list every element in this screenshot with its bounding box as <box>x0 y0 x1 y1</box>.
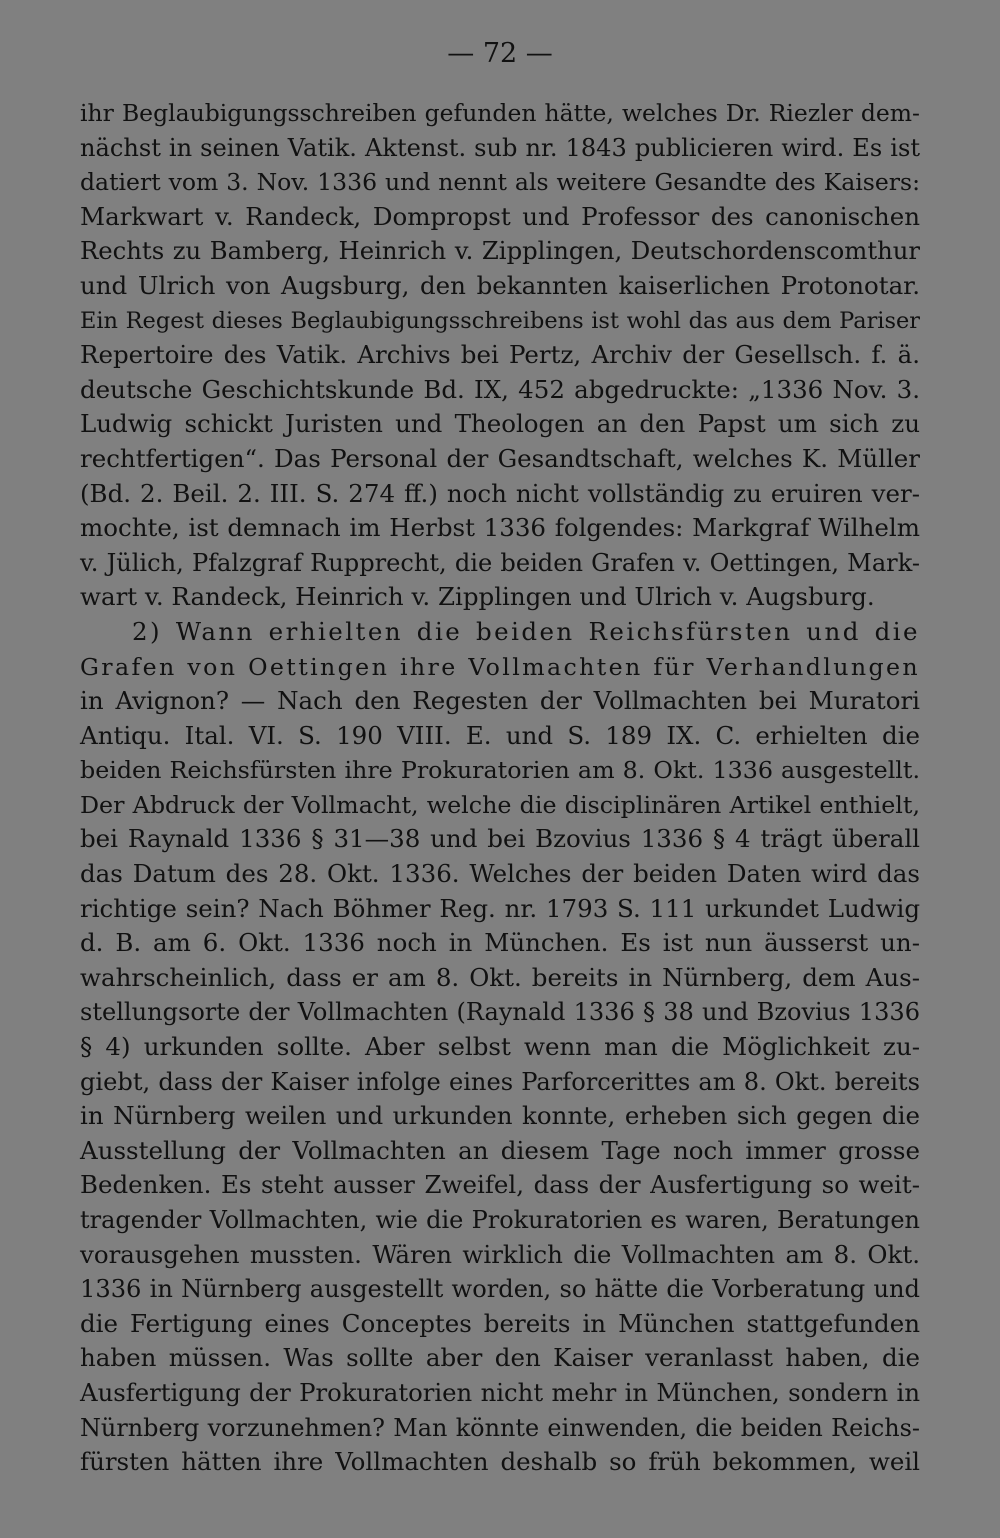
text-line: Antiqu. Ital. VI. S. 190 VIII. E. und S. 189 IX. C. erhielten die <box>80 720 920 750</box>
text-line: Ausfertigung der Prokuratorien nicht mehr in München, sondern in <box>80 1377 920 1407</box>
text-line: Markwart v. Randeck, Dompropst und Professor des canonischen <box>80 201 920 231</box>
text-line: fürsten hätten ihre Vollmachten deshalb so früh bekommen, weil <box>80 1447 920 1477</box>
text-line: Repertoire des Vatik. Archivs bei Pertz, Archiv der Gesellsch. f. ä. <box>80 340 920 370</box>
text-line: stellungsorte der Vollmachten (Raynald 1336 § 38 und Bzovius 1336 <box>80 998 920 1027</box>
body-text <box>80 96 920 1480</box>
text-line: deutsche Geschichtskunde Bd. IX, 452 abgedruckte: „1336 Nov. 3. <box>80 374 920 404</box>
text-line: § 4) urkunden sollte. Aber selbst wenn man die Möglichkeit zu- <box>80 1032 920 1062</box>
text-line: rechtfertigen“. Das Personal der Gesandtschaft, welches K. Müller <box>80 443 920 473</box>
page-number: — 72 — <box>447 38 553 69</box>
text-line: Ausstellung der Vollmachten an diesem Tage noch immer grosse <box>80 1135 920 1165</box>
text-line: nächst in seinen Vatik. Aktenst. sub nr. 1843 publicieren wird. Es ist <box>80 133 920 162</box>
text-line: mochte, ist demnach im Herbst 1336 folgendes: Markgraf Wilhelm <box>80 513 920 543</box>
text-line: Ludwig schickt Juristen und Theologen an den Papst um sich zu <box>80 409 920 439</box>
text-line: beiden Reichsfürsten ihre Prokuratorien am 8. Okt. 1336 ausgestellt. <box>80 756 920 785</box>
text-line: Bedenken. Es steht ausser Zweifel, dass der Ausfertigung so weit- <box>80 1170 920 1200</box>
section-heading-line: Grafen von Oettingen ihre Vollmachten für Verhandlungen <box>80 652 920 681</box>
text-line: datiert vom 3. Nov. 1336 und nennt als weitere Gesandte des Kaisers: <box>80 168 920 197</box>
text-line: giebt, dass der Kaiser infolge eines Parforcerittes am 8. Okt. bereits <box>80 1067 920 1096</box>
text-line: bei Raynald 1336 § 31—38 und bei Bzovius 1336 § 4 trägt überall <box>80 824 920 854</box>
text-line: wart v. Randeck, Heinrich v. Zipplingen und Ulrich v. Augsburg. <box>80 582 875 612</box>
text-line: Rechts zu Bamberg, Heinrich v. Zipplingen, Deutschordenscomthur <box>80 236 920 266</box>
text-line: und Ulrich von Augsburg, den bekannten kaiserlichen Protonotar. <box>80 270 920 300</box>
text-line: in Avignon? — Nach den Regesten der Vollmachten bei Muratori <box>80 686 920 716</box>
text-line: Ein Regest dieses Beglaubigungsschreibens ist wohl das aus dem Pariser <box>80 307 920 334</box>
text-line: v. Jülich, Pfalzgraf Rupprecht, die beiden Grafen v. Oettingen, Mark- <box>80 548 920 577</box>
text-line: in Nürnberg weilen und urkunden konnte, erheben sich gegen die <box>80 1101 920 1131</box>
text-line: (Bd. 2. Beil. 2. III. S. 274 ff.) noch nicht vollständig zu eruiren ver- <box>80 478 920 508</box>
text-line: 1336 in Nürnberg ausgestellt worden, so hätte die Vorberatung und <box>80 1275 920 1304</box>
text-line: Nürnberg vorzunehmen? Man könnte einwenden, die beiden Reichs- <box>80 1413 920 1442</box>
text-line: haben müssen. Was sollte aber den Kaiser veranlasst haben, die <box>80 1343 920 1373</box>
text-line: vorausgehen mussten. Wären wirklich die Vollmachten am 8. Okt. <box>80 1239 920 1269</box>
text-line: Der Abdruck der Vollmacht, welche die disciplinären Artikel enthielt, <box>80 790 920 819</box>
section-heading-line: 2) Wann erhielten die beiden Reichsfürsten und die <box>132 616 920 646</box>
text-line: richtige sein? Nach Böhmer Reg. nr. 1793 S. 111 urkundet Ludwig <box>80 893 920 923</box>
text-line: die Fertigung eines Conceptes bereits in München stattgefunden <box>80 1308 920 1338</box>
text-line: ihr Beglaubigungsschreiben gefunden hätte, welches Dr. Riezler dem- <box>80 99 920 127</box>
text-line: wahrscheinlich, dass er am 8. Okt. bereits in Nürnberg, dem Aus- <box>80 962 920 992</box>
text-line: tragender Vollmachten, wie die Prokuratorien es waren, Beratungen <box>80 1206 920 1234</box>
text-line: das Datum des 28. Okt. 1336. Welches der beiden Daten wird das <box>80 859 920 889</box>
text-line: d. B. am 6. Okt. 1336 noch in München. Es ist nun äusserst un- <box>80 928 920 958</box>
